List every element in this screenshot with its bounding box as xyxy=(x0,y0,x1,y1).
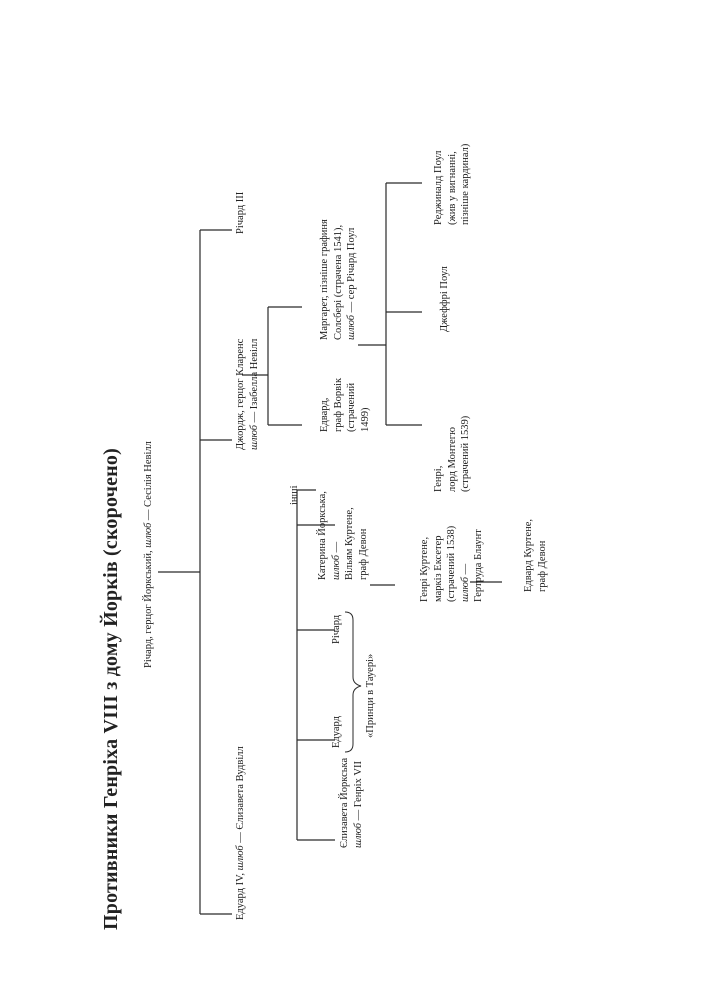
node-richard-iii: Річард III xyxy=(235,191,246,234)
node-henry-courtenay xyxy=(418,526,486,602)
node-richard-prince: Річард xyxy=(331,614,342,644)
edward-iv-name: Едуард IV, xyxy=(235,873,246,920)
catherine-york-spouse-title: граф Девон xyxy=(357,528,369,580)
margaret-executed: Солсбері (страчена 1541), xyxy=(332,224,344,340)
diagram-title: Противники Генріха VIII з дому Йорків (скорочено) xyxy=(100,448,122,930)
elizabeth-york-name: Єлизавета Йоркська xyxy=(339,757,350,848)
node-edward-warwick xyxy=(318,378,372,432)
george-clarence-marriage: шлюб xyxy=(248,424,260,450)
edward-courtenay-title: граф Девон xyxy=(536,540,548,592)
node-henry-montagu xyxy=(432,416,473,492)
reginald-pole-exile: (жив у вигнанні, xyxy=(446,151,458,225)
princes-in-tower-note: «Принци в Тауері» xyxy=(365,653,376,738)
node-geoffrey-pole: Джеффрі Поул xyxy=(439,266,450,332)
catherine-york-dash: — xyxy=(330,541,342,553)
catherine-york-marriage: шлюб xyxy=(330,554,342,580)
henry-montagu-name: Генрі, xyxy=(433,465,444,492)
edward-courtenay-name: Едвард Куртене, xyxy=(523,518,534,592)
elizabeth-york-spouse: — Генріх VII xyxy=(352,761,364,821)
node-catherine-york xyxy=(316,491,370,580)
catherine-york-name: Катерина Йоркська, xyxy=(317,491,328,580)
princes-brace xyxy=(345,612,361,752)
node-george-clarence xyxy=(234,339,261,450)
richard-york-marriage: шлюб xyxy=(143,522,154,548)
edward-iv-marriage: шлюб xyxy=(235,845,246,871)
henry-courtenay-marriage: шлюб xyxy=(459,576,471,602)
edward-iv-spouse: — Єлизавета Вудвілл xyxy=(235,746,246,843)
node-edward-courtenay xyxy=(522,519,549,592)
node-margaret xyxy=(318,219,359,340)
node-richard-york xyxy=(142,441,156,668)
node-edward-prince: Едуард xyxy=(331,716,342,748)
node-others: інші xyxy=(289,485,300,505)
edward-warwick-year: 1499) xyxy=(359,407,371,432)
reginald-pole-cardinal: пізніше кардинал) xyxy=(460,143,471,225)
george-clarence-title: Джордж, герцог Кларенс xyxy=(235,338,246,450)
henry-courtenay-dash: — xyxy=(459,563,471,575)
elizabeth-york-marriage: шлюб xyxy=(352,822,364,848)
edward-warwick-name: Едвард, xyxy=(319,397,330,432)
henry-courtenay-name: Генрі Куртене, xyxy=(419,536,430,602)
margaret-spouse: — сер Річард Поул xyxy=(346,227,357,313)
henry-courtenay-title: маркіз Ексетер xyxy=(432,535,444,602)
margaret-name: Маргарет, пізніше графиня xyxy=(319,219,330,340)
node-edward-iv xyxy=(234,746,248,920)
henry-courtenay-spouse: Гертруда Блаунт xyxy=(473,529,484,602)
richard-york-spouse: — Сесілія Невілл xyxy=(143,441,154,521)
henry-montagu-title: лорд Монтегю xyxy=(446,427,458,492)
henry-courtenay-executed: (страчений 1538) xyxy=(446,525,457,602)
margaret-marriage: шлюб xyxy=(346,314,357,340)
henry-montagu-executed: (страчений 1539) xyxy=(460,415,471,492)
edward-warwick-executed: (страчений xyxy=(346,382,357,432)
catherine-york-spouse: Вільям Куртене, xyxy=(344,507,355,580)
node-elizabeth-york xyxy=(338,758,365,848)
richard-york-name: Річард, герцог Йоркський, xyxy=(143,550,154,668)
edward-warwick-title: граф Ворвік xyxy=(332,377,344,432)
george-clarence-spouse: — Ізабелла Невілл xyxy=(248,338,260,423)
reginald-pole-name: Реджиналд Поул xyxy=(433,150,444,225)
node-reginald-pole xyxy=(432,144,473,225)
